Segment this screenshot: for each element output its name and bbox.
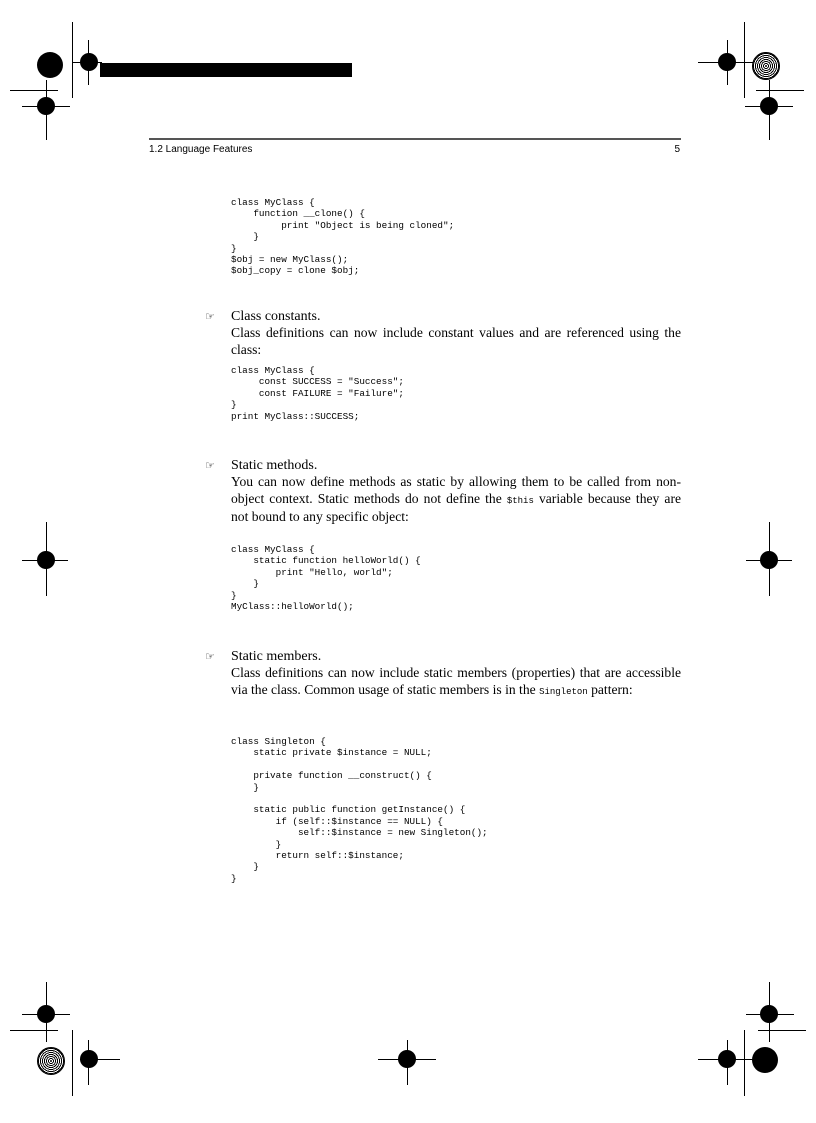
body-text: You can now define methods as static by allowing them to be called from non-object context. Static methods do not define the	[231, 474, 681, 506]
body-text: Class definitions can now include static members (properties) that are accessible via the class. Common usage of static members is in the	[231, 665, 681, 697]
crop-line	[72, 1030, 73, 1096]
inline-code: Singleton	[539, 686, 588, 697]
crop-line	[727, 40, 728, 85]
crop-line	[46, 522, 47, 596]
registration-rosette	[752, 1047, 778, 1073]
crop-line	[22, 560, 68, 561]
item-body: Class definitions can now include constant values and are referenced using the class:	[231, 325, 681, 357]
code-block-constants: class MyClass { const SUCCESS = "Success"; const FAILURE = "Failure"; } print MyClass::SUCCESS;	[231, 365, 404, 422]
pointing-hand-icon: ☞	[205, 459, 215, 472]
crop-line	[769, 982, 770, 1042]
crop-line	[769, 522, 770, 596]
inline-code: $this	[506, 495, 534, 506]
crop-line	[10, 90, 58, 91]
header-rule	[149, 138, 681, 140]
item-title: Class constants.	[231, 309, 321, 324]
crop-line	[80, 1059, 120, 1060]
crop-line	[745, 106, 793, 107]
item-title: Static methods.	[231, 458, 318, 473]
crop-line	[378, 1059, 436, 1060]
crop-line	[744, 1030, 745, 1096]
color-bar	[100, 63, 352, 77]
code-block-clone: class MyClass { function __clone() { print "Object is being cloned"; } } $obj = new MyClass(); $obj_copy = clone $obj;	[231, 197, 455, 277]
crop-line	[72, 62, 102, 63]
crop-line	[22, 1014, 70, 1015]
section-title: 1.2 Language Features	[149, 144, 253, 155]
registration-rosette	[37, 52, 63, 78]
crop-line	[769, 80, 770, 140]
item-body	[231, 474, 681, 526]
registration-rosette	[37, 1047, 65, 1075]
crop-line	[744, 22, 745, 98]
crop-line	[746, 560, 792, 561]
crop-line	[46, 982, 47, 1042]
registration-rosette	[752, 52, 780, 80]
item-title: Static members.	[231, 649, 322, 664]
crop-line	[746, 1014, 794, 1015]
crop-line	[46, 80, 47, 140]
crop-line	[756, 90, 804, 91]
body-text: variable because they are not bound to any specific object:	[231, 490, 681, 525]
code-block-singleton: class Singleton { static private $instance = NULL; private function __construct() { } static public function getInstance() { if (self::$instance == NULL) { self::$instance = new Singleton(); } return self::$instance; } }	[231, 736, 488, 884]
crop-line	[727, 1040, 728, 1085]
crop-line	[758, 1030, 806, 1031]
body-text: pattern:	[587, 681, 633, 697]
pointing-hand-icon: ☞	[205, 310, 215, 323]
item-body	[231, 665, 681, 700]
crop-line	[10, 1030, 58, 1031]
code-block-static-methods: class MyClass { static function helloWorld() { print "Hello, world"; } } MyClass::helloWorld();	[231, 544, 421, 613]
pointing-hand-icon: ☞	[205, 650, 215, 663]
crop-line	[407, 1040, 408, 1085]
crop-line	[22, 106, 70, 107]
page-number: 5	[674, 144, 680, 155]
crop-line	[72, 22, 73, 98]
crop-line	[88, 1040, 89, 1085]
